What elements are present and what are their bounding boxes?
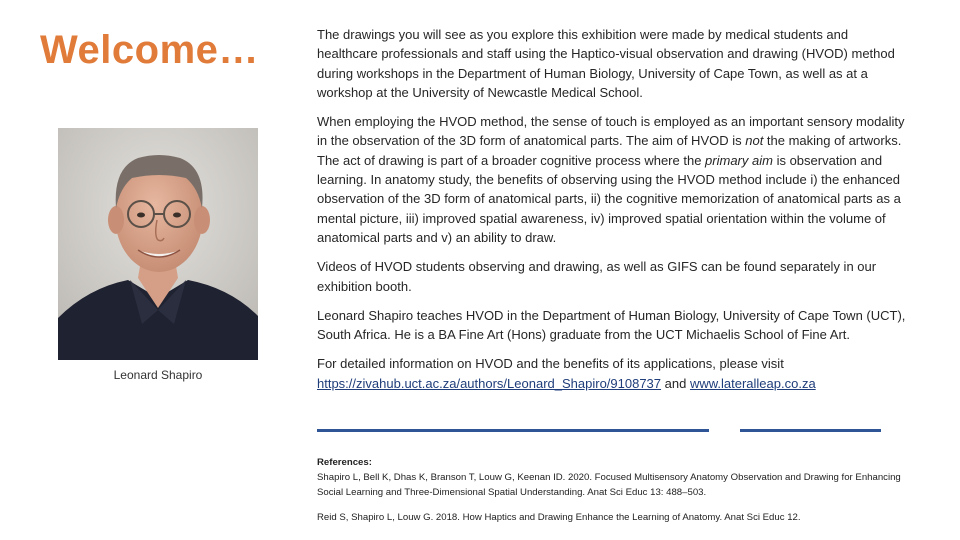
paragraph-method (317, 112, 907, 247)
paragraph-intro: The drawings you will see as you explore this exhibition were made by medical students and healthcare professionals and staff using the Haptico-visual observation and drawing (HVOD) method during workshops in the Department of Human Biology, University of Cape Town, as well as at a workshop at the University of Newcastle Medical School. (317, 27, 895, 100)
emphasis-primary-aim: primary aim (705, 152, 773, 168)
method-text-3: is observation and learning. In anatomy study, the benefits of observing using the HVOD method include i) the enhanced observation of the 3D form of anatomical parts, ii) the cognitive memorization of anatomical parts as a mental picture, iii) improved spatial awareness, iv) improved spatial orientation within the volume of anatomical parts and v) an ability to draw. (317, 152, 901, 245)
links-intro: For detailed information on HVOD and the benefits of its applications, please visit (317, 356, 784, 372)
paragraph-videos: Videos of HVOD students observing and drawing, as well as GIFS can be found separately in our exhibition booth. (317, 259, 877, 294)
method-text-1: When employing the HVOD method, the sense of touch is employed as an important sensory modality in the observation of the 3D form of anatomical parts. The aim of HVOD is (317, 114, 905, 149)
links-and: and (661, 375, 690, 391)
zivahub-link[interactable]: https://zivahub.uct.ac.za/authors/Leonard_Shapiro/9108737 (317, 375, 662, 391)
paragraph-bio: Leonard Shapiro teaches HVOD in the Department of Human Biology, University of Cape Town (UCT), South Africa. He is a BA Fine Art (Hons) graduate from the UCT Michaelis School of Fine Art. (317, 307, 906, 343)
references (317, 455, 917, 525)
reference-1: Shapiro L, Bell K, Dhas K, Branson T, Louw G, Keenan ID. 2020. Focused Multisensory Anatomy Observation and Drawing for Enhancing Social Learning and Three-Dimensional Spatial Understanding. Anat Sci Educ 13: 488–503. (317, 472, 901, 498)
link2-underline-bar (740, 429, 881, 432)
portrait-photo (58, 128, 258, 360)
photo-caption: Leonard Shapiro (113, 368, 203, 382)
lateralleap-link[interactable]: www.lateralleap.co.za (689, 375, 816, 391)
link1-underline-bar (317, 429, 709, 432)
reference-2: Reid S, Shapiro L, Louw G. 2018. How Haptics and Drawing Enhance the Learning of Anatomy. Anat Sci Educ 12. (317, 512, 801, 523)
paragraph-links (317, 354, 907, 393)
body-text (317, 25, 907, 402)
page-title: Welcome… (40, 28, 259, 72)
method-text-2: the making of artworks. The act of drawing is part of a broader cognitive process where the (317, 133, 902, 168)
emphasis-not: not (745, 133, 764, 149)
references-heading: References: (317, 457, 372, 468)
